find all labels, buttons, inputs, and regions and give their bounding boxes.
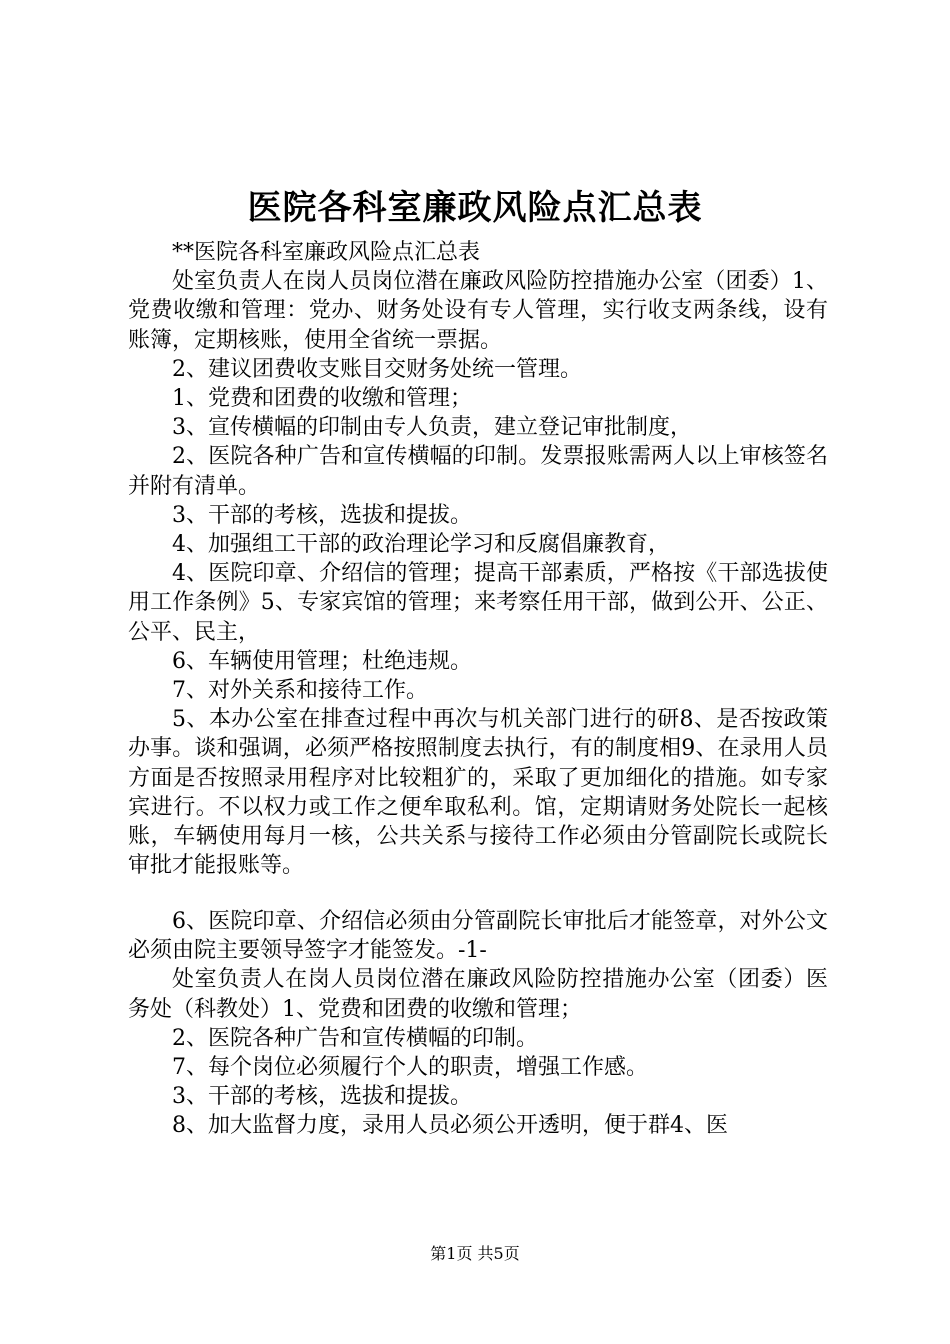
- paragraph: **医院各科室廉政风险点汇总表: [172, 240, 481, 265]
- paragraph: 1、党费和团费的收缴和管理；: [172, 386, 472, 412]
- document-body-block-2: [128, 907, 828, 1141]
- paragraph: 7、对外关系和接待工作。: [172, 678, 428, 704]
- paragraph: 6、医院印章、介绍信必须由分管副院长审批后才能签章，对外公文必须由院主要领导签字才能签发。-1-: [128, 909, 828, 964]
- paragraph: 6、车辆使用管理；杜绝违规。: [172, 648, 472, 674]
- paragraph: 4、医院印章、介绍信的管理；提高干部素质，严格按《干部选拔使用工作条例》5、专家宾馆的管理；来考察任用干部，做到公开、公正、公平、民主，: [128, 561, 828, 645]
- paragraph: 3、宣传横幅的印制由专人负责，建立登记审批制度，: [172, 415, 692, 441]
- page-number-footer: 第1页 共5页: [430, 1244, 520, 1263]
- paragraph: 处室负责人在岗人员岗位潜在廉政风险防控措施办公室（团委）1、党费收缴和管理：党办、财务处设有专人管理，实行收支两条线，设有账簿，定期核账，使用全省统一票据。: [128, 269, 828, 353]
- paragraph: 4、加强组工干部的政治理论学习和反腐倡廉教育，: [172, 532, 670, 558]
- paragraph: 2、医院各种广告和宣传横幅的印制。发票报账需两人以上审核签名并附有清单。: [128, 444, 828, 499]
- document-title: 医院各科室廉政风险点汇总表: [247, 188, 703, 228]
- paragraph: 2、医院各种广告和宣传横幅的印制。: [172, 1025, 538, 1051]
- paragraph: 2、建议团费收支账目交财务处统一管理。: [172, 356, 582, 382]
- paragraph: 7、每个岗位必须履行个人的职责，增强工作感。: [172, 1055, 648, 1081]
- paragraph: 5、本办公室在排查过程中再次与机关部门进行的研8、是否按政策办事。谈和强调，必须严格按照制度去执行，有的制度相9、在录用人员方面是否按照录用程序对比较粗犷的，采取了更加细化的措施。如专家宾进行。不以权力或工作之便牟取私利。馆，定期请财务处院长一起核账，车辆使用每月一核，公共关系与接待工作必须由分管副院长或院长审批才能报账等。: [128, 707, 828, 879]
- paragraph: 处室负责人在岗人员岗位潜在廉政风险防控措施办公室（团委）医务处（科教处）1、党费和团费的收缴和管理；: [128, 967, 828, 1022]
- paragraph: 8、加大监督力度，录用人员必须公开透明，便于群4、医: [172, 1113, 728, 1139]
- paragraph: 3、干部的考核，选拔和提拔。: [172, 1084, 472, 1110]
- document-body-block-1: [128, 238, 828, 880]
- paragraph: 3、干部的考核，选拔和提拔。: [172, 502, 472, 528]
